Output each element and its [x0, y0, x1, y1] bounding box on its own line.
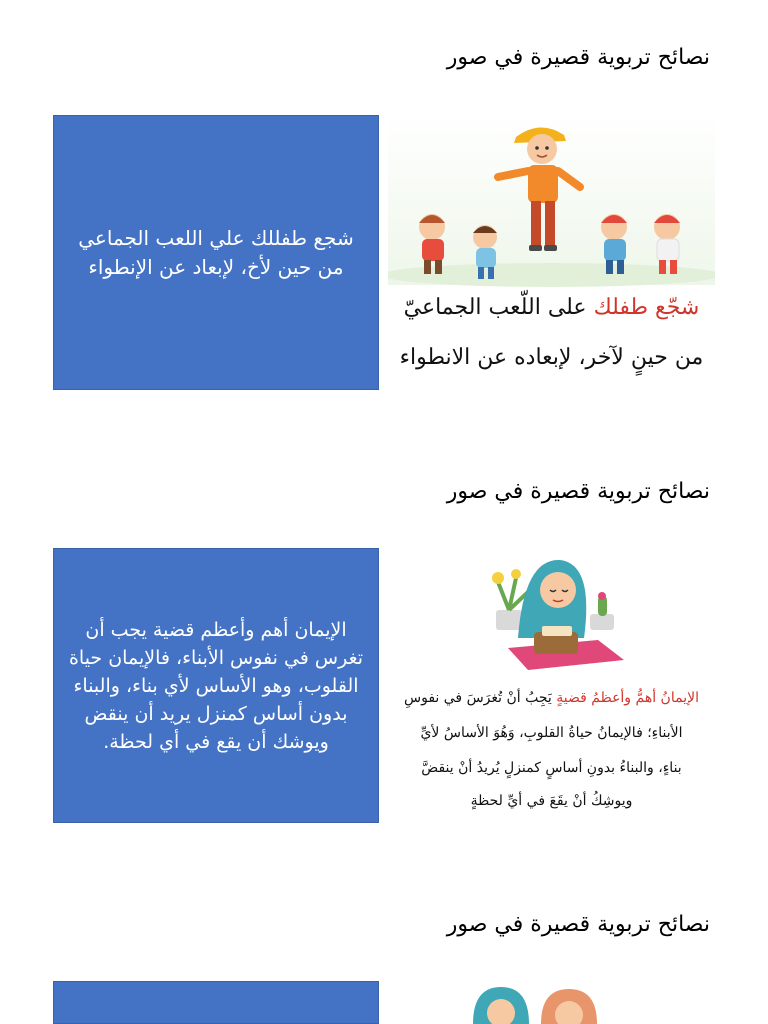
cactus-pot-icon [590, 592, 614, 630]
section-title: نصائح تربوية قصيرة في صور [446, 479, 710, 504]
tip-text-box [53, 115, 379, 390]
tip-text: شجع طفللك علي اللعب الجماعي من حين لأخ، لإبعاد عن الإنطواء [78, 225, 354, 279]
illustration-caption-line-1: شجّع طفلك على اللّعب الجماعيّ [403, 295, 700, 320]
tip-text-box [53, 548, 379, 823]
section-title: نصائح تربوية قصيرة في صور [446, 45, 710, 70]
tip-illustration [388, 548, 715, 823]
girl-reading-quran-illustration [388, 548, 715, 823]
illustration-caption-line-4: ويوشِكُ أنْ يقَعَ في أيِّ لحظةٍ [470, 793, 633, 809]
illustration-caption-line-2: الأبناءِ؛ فالإيمانُ حياةُ القلوبِ، وَهُوَ الأساسُ لأيِّ [420, 725, 683, 741]
two-children-illustration [388, 981, 715, 1024]
section-title: نصائح تربوية قصيرة في صور [446, 912, 710, 937]
tip-text: الإيمان أهم وأعظم قضية يجب أن تغرس في نفوس الأبناء، فالإيمان حياة القلوب، وهو الأساس لأي بناء، والبناء بدون أساس كمنزل يريد أن ينقض ويوشك أن يقع في أي لحظة. [68, 618, 364, 753]
illustration-caption-line-2: من حينٍ لآخر، لإبعاده عن الانطواء [399, 345, 704, 370]
girl-hijab-icon [518, 560, 586, 654]
tip-illustration [388, 115, 715, 390]
tip-text-box [53, 981, 379, 1024]
illustration-caption-line-3: بناءٍ، والبناءُ بدونِ أساسٍ كمنزلٍ يُريدُ أنْ ينقضَّ [421, 760, 682, 776]
illustration-caption-line-1: الإيمانُ أهمُّ وأعظمُ قضيةٍ يَجِبُ أنْ تُغرَسَ في نفوسِ [404, 690, 699, 706]
tip-illustration [388, 981, 715, 1024]
child-blue-hijab-icon [473, 987, 529, 1024]
child-orange-hijab-icon [541, 989, 597, 1024]
